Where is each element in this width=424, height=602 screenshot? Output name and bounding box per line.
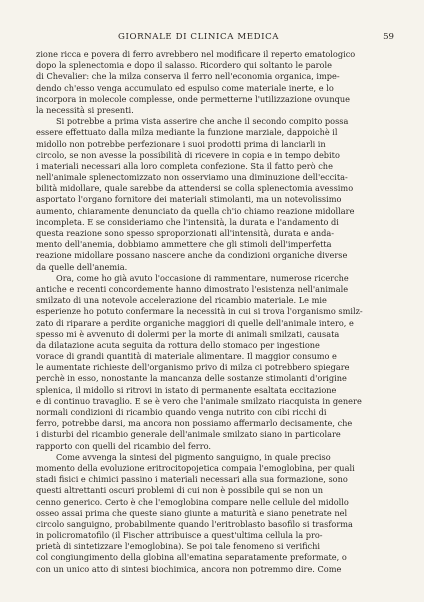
text-line: asportato l'organo fornitore dei materiali stimolanti, ma un notevolissimo	[36, 194, 342, 205]
text-line: Ora, come ho già avuto l'occasione di rammentare, numerose ricerche	[56, 272, 349, 283]
text-line: zione ricca e povera di ferro avrebbero nel modificare il reperto ematologico	[36, 49, 356, 59]
paragraph	[36, 49, 388, 116]
text-line: le aumentate richieste dell'organismo privo di milza ci potrebbero spiegare	[36, 362, 350, 373]
text-line: incompleta. E se consideriamo che l'intensità, la durata e l'andamento di	[36, 216, 339, 227]
text-line: e di continuo travaglio. E se è vero che l'animale smilzato riacquista in genere	[36, 395, 362, 406]
text-line: esperienze ho potuto confermare la necessità in cui si trova l'organismo smilz-	[36, 306, 363, 317]
text-line: vorace di grandi quantità di materiale alimentare. Il maggior consumo e	[36, 351, 337, 362]
text-line: midollo non potrebbe perfezionare i suoi prodotti prima di lanciarli in	[36, 138, 326, 149]
text-line: essere effettuato dalla milza mediante la funzione marziale, dappoichè il	[36, 127, 338, 138]
text-line: normali condizioni di ricambio quando venga nutrito con cibi ricchi di	[36, 407, 327, 417]
text-line: ferro, potrebbe darsi, ma ancora non possiamo affermarlo decisamente, che	[36, 418, 353, 429]
text-line: zato di riparare a perdite organiche maggiori di quelle dell'animale intero, e	[36, 317, 354, 328]
text-line: da quelle dell'anemia.	[36, 261, 128, 272]
text-line: cenno generico. Certo è che l'emoglobina compare nelle cellule del midollo	[36, 496, 349, 507]
text-line: dopo la splenectomia e dopo il salasso. Ricordero qui soltanto le parole	[36, 60, 332, 71]
text-line: con un unico atto di sintesi biochimica, ancora non potremmo dire. Come	[36, 563, 342, 574]
text-line: da dilatazione acuta seguita da rottura dello stomaco per ingestione	[36, 339, 320, 350]
paragraph	[36, 116, 388, 273]
text-line: questi altrettanti oscuri problemi di cui non è possibile qui se non un	[36, 485, 323, 496]
text-line: spesso mi è avvenuto di dolermi per la morte di animali smilzati, causata	[36, 328, 340, 339]
text-line: aumento, chiaramente denunciato da quella ch'io chiamo reazione midollare	[36, 205, 355, 216]
paragraph	[36, 273, 388, 452]
text-line: smilzato di una notevole accelerazione del ricambio materiale. Le mie	[36, 295, 327, 306]
text-line: circolo, se non avesse la possibilità di ricevere in copia e in tempo debito	[36, 149, 340, 160]
text-line: momento della evoluzione eritrocitopojetica compaia l'emoglobina, per quali	[36, 462, 355, 473]
text-line: Si potrebbe a prima vista asserire che anche il secondo compito possa	[56, 116, 349, 127]
text-line: dendo ch'esso venga accumulato ed espulso come materiale inerte, e lo	[36, 82, 334, 93]
text-line: antiche e recenti concordemente hanno dimostrato l'esistenza nell'animale	[36, 283, 349, 294]
text-line: perchè in esso, nonostante la mancanza delle sostanze stimolanti d'origine	[36, 373, 347, 384]
text-line: osseo assai prima che queste siano giunte a maturità e siano penetrate nel	[36, 507, 348, 518]
paragraph	[36, 452, 388, 575]
text-line: i disturbi del ricambio generale dell'animale smilzato siano in particolare	[36, 429, 341, 440]
text-line: questa reazione sono spesso sproporzionati all'intensità, durata e anda-	[36, 228, 335, 238]
text-line: la necessità si presenti.	[36, 104, 134, 115]
text-line: stadi fisici e chimici passino i materiali necessari alla sua formazione, sono	[36, 474, 348, 485]
article-body	[36, 49, 388, 575]
text-line: prietà di sintetizzare l'emoglobina). Se poi tale fenomeno si verifichi	[36, 541, 321, 552]
journal-title: GIORNALE DI CLINICA MEDICA	[118, 32, 280, 42]
text-line: circolo sanguigno, probabilmente quando l'eritroblasto basofilo si trasforma	[36, 518, 353, 529]
text-line: rapporto con quelli del ricambio del ferro.	[36, 440, 212, 451]
text-line: incorpora in molecole complesse, onde permetterne l'utilizzazione ovunque	[36, 93, 350, 104]
running-header	[0, 32, 424, 44]
text-line: col congiungimento della globina all'ematina separatamente preformate, o	[36, 552, 347, 563]
text-line: bilità midollare, quale sarebbe da attendersi se colla splenectomia avessimo	[36, 183, 354, 194]
text-line: i materiali necessari alla loro completa confezione. Sta il fatto però che	[36, 160, 333, 171]
text-line: mento dell'anemia, dobbiamo ammettere che gli stimoli dell'imperfetta	[36, 239, 332, 250]
page-number: 59	[383, 32, 394, 42]
text-line: reazione midollare possano nascere anche da condizioni organiche diverse	[36, 250, 348, 261]
text-line: nell'animale splenectomizzato non osserviamo una diminuzione dell'eccita-	[36, 172, 348, 183]
text-line: di Chevalier: che la milza conserva il ferro nell'economia organica, impe-	[36, 71, 340, 82]
text-line: in policromatofilo (il Fischer attribuisce a quest'ultima cellula la pro-	[36, 530, 323, 541]
text-line: Come avvenga la sintesi del pigmento sanguigno, in quale preciso	[56, 451, 331, 462]
text-line: splenica, il midollo si ritrovi in istato di permanente esaltata eccitazione	[36, 384, 337, 395]
